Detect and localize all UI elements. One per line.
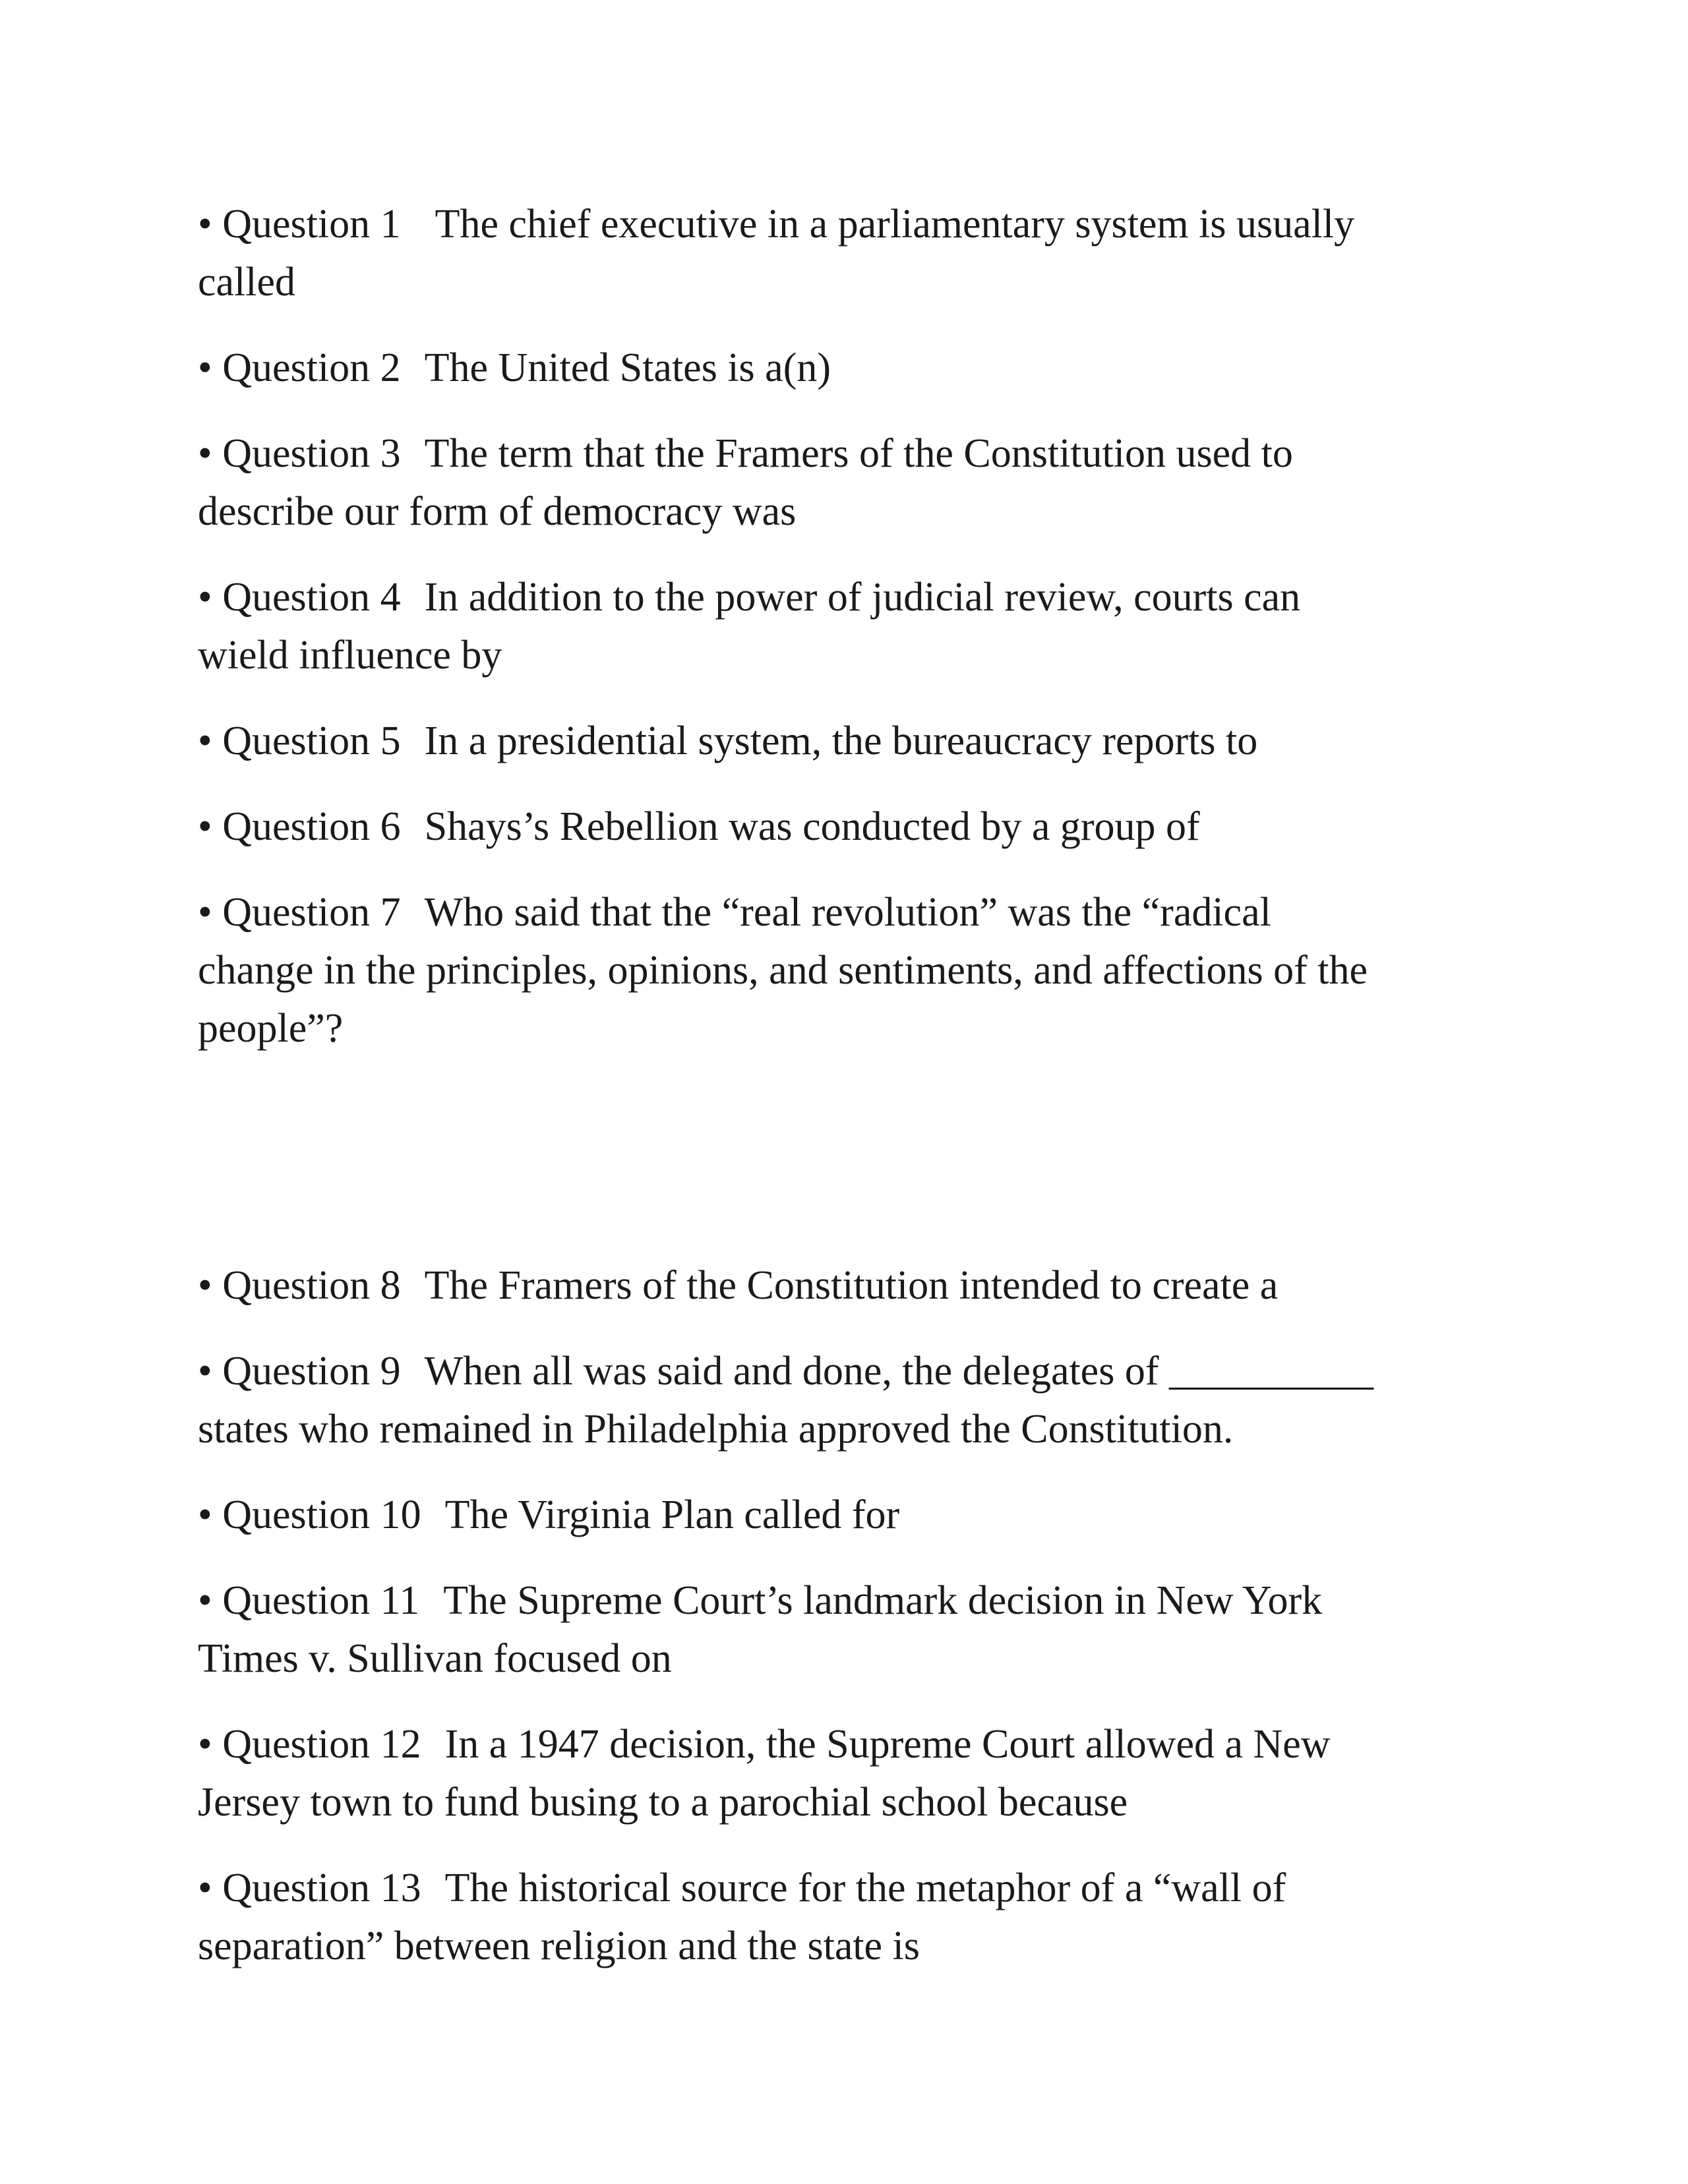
question-item (198, 1342, 1490, 1458)
question-number: Question 10 (222, 1492, 421, 1537)
bullet-icon: • (198, 431, 212, 476)
question-text: The United States is a(n) (424, 345, 831, 390)
question-item (198, 1572, 1490, 1688)
question-text: In a 1947 decision, the Supreme Court allowed a New (444, 1722, 1331, 1767)
question-item (198, 798, 1490, 856)
question-number: Question 8 (222, 1263, 401, 1308)
bullet-icon: • (198, 1263, 212, 1308)
question-item (198, 1859, 1490, 1975)
question-text-continued: called (198, 260, 296, 305)
bullet-icon: • (198, 1722, 212, 1767)
question-text: Who said that the “real revolution” was the “radical (424, 890, 1271, 935)
question-text-continued: people”? (198, 1006, 344, 1051)
question-number: Question 6 (222, 804, 401, 849)
question-text-continued: states who remained in Philadelphia approved the Constitution. (198, 1407, 1234, 1452)
question-number: Question 12 (222, 1722, 421, 1767)
bullet-icon: • (198, 1578, 212, 1623)
question-number: Question 13 (222, 1866, 421, 1910)
question-number: Question 11 (222, 1578, 420, 1623)
question-number: Question 5 (222, 719, 401, 763)
question-text-continued: Jersey town to fund busing to a parochial school because (198, 1780, 1128, 1825)
question-number: Question 4 (222, 575, 401, 620)
question-text: The historical source for the metaphor of a “wall of (444, 1866, 1286, 1910)
question-text-continued: Times v. Sullivan focused on (198, 1636, 672, 1681)
bullet-icon: • (198, 345, 212, 390)
bullet-icon: • (198, 575, 212, 620)
question-text: The Supreme Court’s landmark decision in New York (443, 1578, 1323, 1623)
question-number: Question 7 (222, 890, 401, 935)
question-number: Question 3 (222, 431, 401, 476)
question-item (198, 195, 1490, 311)
question-item (198, 339, 1490, 397)
question-text: The Framers of the Constitution intended to create a (424, 1263, 1279, 1308)
question-item (198, 425, 1490, 541)
question-text-continued: separation” between religion and the state is (198, 1924, 920, 1968)
bullet-icon: • (198, 719, 212, 763)
question-number: Question 9 (222, 1349, 401, 1394)
question-text: The term that the Framers of the Constitution used to (424, 431, 1293, 476)
question-item (198, 1715, 1490, 1831)
question-text-continued: wield influence by (198, 633, 502, 678)
question-text: When all was said and done, the delegates of __________ (424, 1349, 1373, 1394)
bullet-icon: • (198, 1866, 212, 1910)
question-text: In a presidential system, the bureaucracy reports to (424, 719, 1258, 763)
question-number: Question 1 (222, 202, 401, 247)
question-item (198, 568, 1490, 684)
question-text-continued: describe our form of democracy was (198, 489, 797, 534)
bullet-icon: • (198, 1349, 212, 1394)
bullet-icon: • (198, 1492, 212, 1537)
question-text: The Virginia Plan called for (444, 1492, 900, 1537)
question-item (198, 1486, 1490, 1544)
question-text: Shays’s Rebellion was conducted by a group of (424, 804, 1200, 849)
bullet-icon: • (198, 804, 212, 849)
question-number: Question 2 (222, 345, 401, 390)
question-text-continued: change in the principles, opinions, and sentiments, and affections of the (198, 948, 1368, 993)
question-item (198, 712, 1490, 770)
question-text: In addition to the power of judicial review, courts can (424, 575, 1301, 620)
bullet-icon: • (198, 890, 212, 935)
question-text: The chief executive in a parliamentary system is usually (435, 202, 1355, 247)
question-item (198, 883, 1490, 1057)
question-item (198, 1256, 1490, 1314)
bullet-icon: • (198, 202, 212, 247)
